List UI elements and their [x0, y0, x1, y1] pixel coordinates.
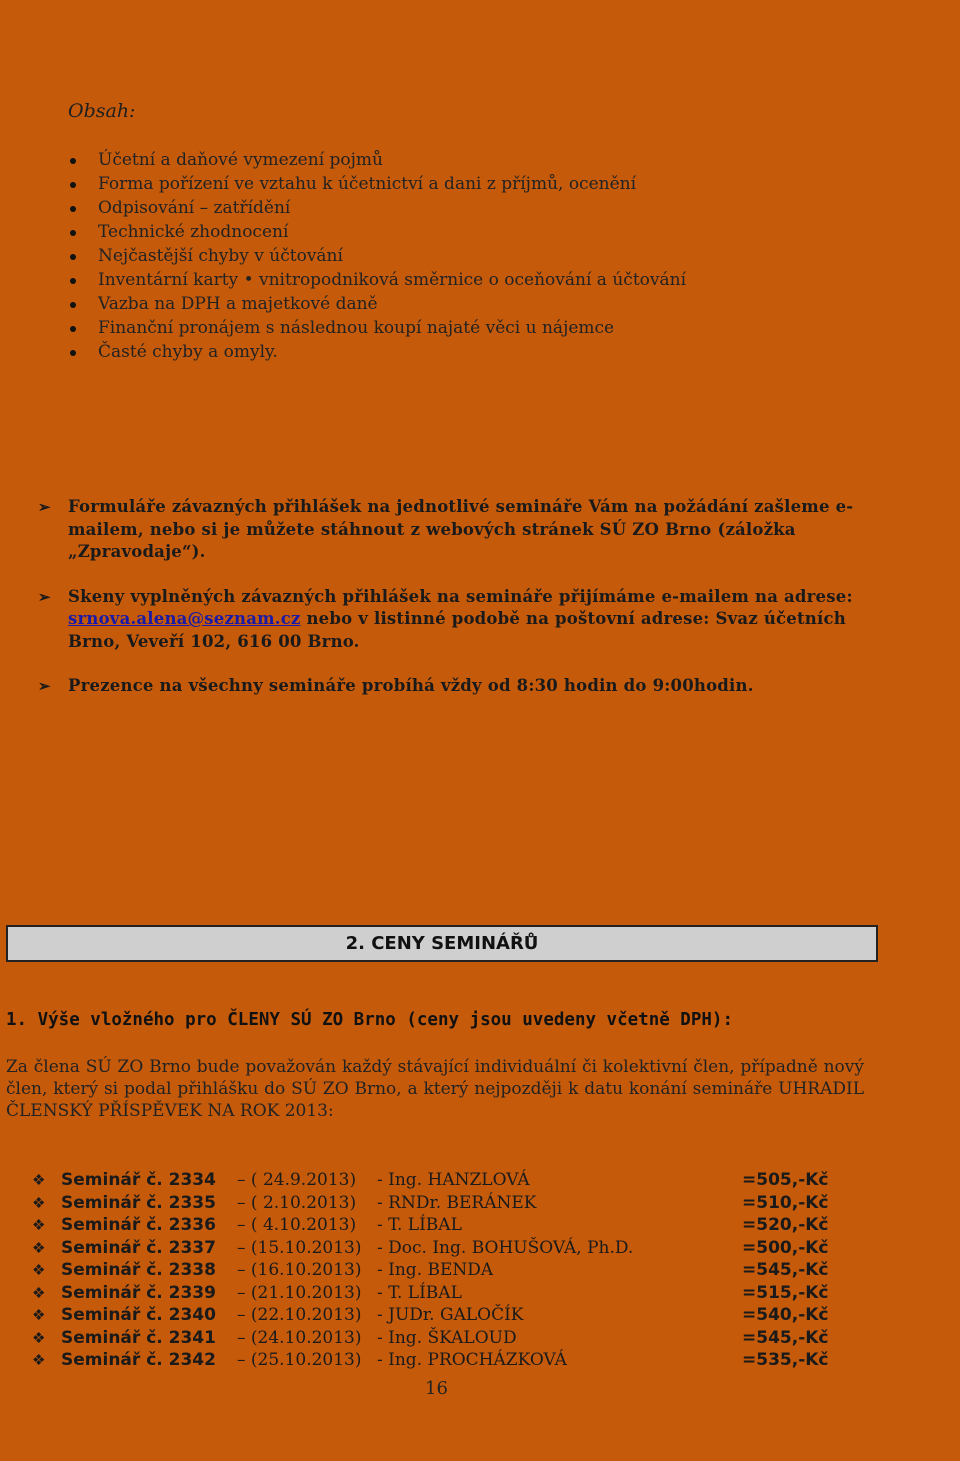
notice-forms — [38, 496, 878, 564]
seminar-lecturer: - Doc. Ing. BOHUŠOVÁ, Ph.D. — [377, 1237, 634, 1258]
notices-list — [38, 496, 878, 720]
seminar-label: Seminář č. 2338 — [61, 1260, 216, 1280]
seminar-row — [32, 1327, 852, 1350]
diamond-bullet-icon: ❖ — [32, 1283, 46, 1302]
diamond-bullet-icon: ❖ — [32, 1328, 46, 1347]
seminar-price-list — [32, 1169, 852, 1372]
subheading: 1. Výše vložného pro ČLENY SÚ ZO Brno (ceny jsou uvedeny včetně DPH): — [6, 1010, 733, 1030]
notice-text: Skeny vyplněných závazných přihlášek na semináře přijímáme e-mailem na adrese: — [68, 586, 853, 606]
list-item — [70, 268, 870, 292]
notice-scans — [38, 586, 878, 654]
email-link[interactable]: srnova.alena@seznam.cz — [68, 609, 301, 628]
list-item — [70, 316, 870, 340]
diamond-bullet-icon: ❖ — [32, 1216, 46, 1234]
seminar-label: Seminář č. 2337 — [61, 1237, 216, 1258]
bullet-icon — [70, 302, 76, 308]
seminar-date: – ( 4.10.2013) — [237, 1215, 357, 1235]
diamond-bullet-icon: ❖ — [32, 1351, 46, 1369]
diamond-bullet-icon: ❖ — [32, 1306, 46, 1324]
seminar-date: – (15.10.2013) — [237, 1237, 362, 1258]
seminar-lecturer: - JUDr. GALOČÍK — [377, 1305, 524, 1325]
seminar-row — [32, 1214, 852, 1237]
seminar-label: Seminář č. 2336 — [61, 1215, 216, 1235]
intro-paragraph: Za člena SÚ ZO Brno bude považován každý stávající individuální či kolektivní člen, případně nový člen, který si podal přihlášku do SÚ ZO Brno, a který nejpozději k datu konání semináře UHRADIL ČLENSKÝ PŘÍSPĚVEK NA ROK 2013: — [6, 1057, 864, 1121]
seminar-lecturer: - Ing. PROCHÁZKOVÁ — [377, 1350, 567, 1370]
diamond-bullet-icon: ❖ — [32, 1261, 46, 1279]
seminar-price: =540,-Kč — [742, 1305, 829, 1325]
seminar-row — [32, 1169, 852, 1192]
seminar-date: – ( 2.10.2013) — [237, 1192, 357, 1213]
list-item — [70, 340, 870, 364]
list-item — [70, 244, 870, 268]
page-number: 16 — [425, 1378, 448, 1399]
bullet-icon — [70, 230, 76, 236]
bullet-icon — [70, 206, 76, 212]
seminar-date: – (16.10.2013) — [237, 1260, 362, 1280]
diamond-bullet-icon: ❖ — [32, 1171, 46, 1189]
bullet-icon — [70, 278, 76, 284]
seminar-label: Seminář č. 2334 — [61, 1170, 216, 1190]
seminar-price: =500,-Kč — [742, 1237, 829, 1258]
seminar-lecturer: - RNDr. BERÁNEK — [377, 1192, 537, 1213]
seminar-label: Seminář č. 2339 — [61, 1282, 216, 1303]
seminar-lecturer: - T. LÍBAL — [377, 1282, 462, 1303]
seminar-price: =545,-Kč — [742, 1260, 829, 1280]
section-heading: 2. CENY SEMINÁŘŮ — [6, 925, 878, 962]
seminar-price: =515,-Kč — [742, 1282, 829, 1303]
seminar-lecturer: - Ing. ŠKALOUD — [377, 1327, 517, 1348]
bullet-icon — [70, 158, 76, 164]
bullet-icon — [70, 182, 76, 188]
diamond-bullet-icon: ❖ — [32, 1238, 46, 1257]
list-item-text: Účetní a daňové vymezení pojmů — [98, 150, 383, 170]
seminar-price: =510,-Kč — [742, 1192, 829, 1213]
seminar-lecturer: - Ing. HANZLOVÁ — [377, 1170, 530, 1190]
seminar-date: – (24.10.2013) — [237, 1327, 362, 1348]
seminar-price: =520,-Kč — [742, 1215, 829, 1235]
diamond-bullet-icon: ❖ — [32, 1193, 46, 1212]
list-item — [70, 148, 870, 172]
notice-text: nebo v listinné podobě na poštovní adrese: Svaz účetních Brno, Veveří 102, 616 00 Brno. — [68, 609, 846, 651]
arrow-bullet-icon: ➢ — [38, 587, 51, 606]
seminar-row — [32, 1349, 852, 1372]
seminar-price: =545,-Kč — [742, 1327, 829, 1348]
arrow-bullet-icon: ➢ — [38, 677, 51, 695]
seminar-date: – (22.10.2013) — [237, 1305, 362, 1325]
contents-title: Obsah: — [68, 100, 136, 122]
seminar-date: – (21.10.2013) — [237, 1282, 362, 1303]
list-item — [70, 220, 870, 244]
list-item-text: Nejčastější chyby v účtování — [98, 246, 343, 266]
seminar-row — [32, 1304, 852, 1327]
notice-presence — [38, 675, 878, 698]
seminar-label: Seminář č. 2335 — [61, 1192, 216, 1213]
list-item-text: Inventární karty • vnitropodniková směrnice o oceňování a účtování — [98, 270, 687, 290]
contents-list — [70, 148, 870, 364]
notice-text: Prezence na všechny semináře probíhá vždy od 8:30 hodin do 9:00hodin. — [68, 676, 754, 695]
seminar-row — [32, 1192, 852, 1215]
seminar-row — [32, 1237, 852, 1260]
list-item-text: Odpisování – zatřídění — [98, 198, 291, 218]
list-item — [70, 196, 870, 220]
list-item — [70, 172, 870, 196]
list-item-text: Technické zhodnocení — [98, 222, 289, 242]
seminar-lecturer: - Ing. BENDA — [377, 1260, 494, 1280]
notice-text: Formuláře závazných přihlášek na jednotlivé semináře Vám na požádání zašleme e-mailem, nebo si je můžete stáhnout z webových stránek SÚ ZO Brno (záložka „Zpravodaje“). — [68, 497, 854, 561]
list-item-text: Forma pořízení ve vztahu k účetnictví a dani z příjmů, ocenění — [98, 174, 637, 194]
seminar-label: Seminář č. 2342 — [61, 1350, 216, 1370]
seminar-label: Seminář č. 2341 — [61, 1327, 216, 1348]
seminar-date: – ( 24.9.2013) — [237, 1170, 357, 1190]
seminar-lecturer: - T. LÍBAL — [377, 1215, 462, 1235]
list-item — [70, 292, 870, 316]
list-item-text: Časté chyby a omyly. — [98, 342, 278, 362]
seminar-price: =535,-Kč — [742, 1350, 829, 1370]
bullet-icon — [70, 350, 76, 356]
seminar-row — [32, 1259, 852, 1282]
bullet-icon — [70, 254, 76, 260]
seminar-date: – (25.10.2013) — [237, 1350, 362, 1370]
bullet-icon — [70, 326, 76, 332]
seminar-price: =505,-Kč — [742, 1170, 829, 1190]
seminar-row — [32, 1282, 852, 1305]
list-item-text: Finanční pronájem s následnou koupí najaté věci u nájemce — [98, 318, 615, 338]
list-item-text: Vazba na DPH a majetkové daně — [98, 294, 378, 314]
seminar-label: Seminář č. 2340 — [61, 1305, 216, 1325]
arrow-bullet-icon: ➢ — [38, 498, 51, 516]
